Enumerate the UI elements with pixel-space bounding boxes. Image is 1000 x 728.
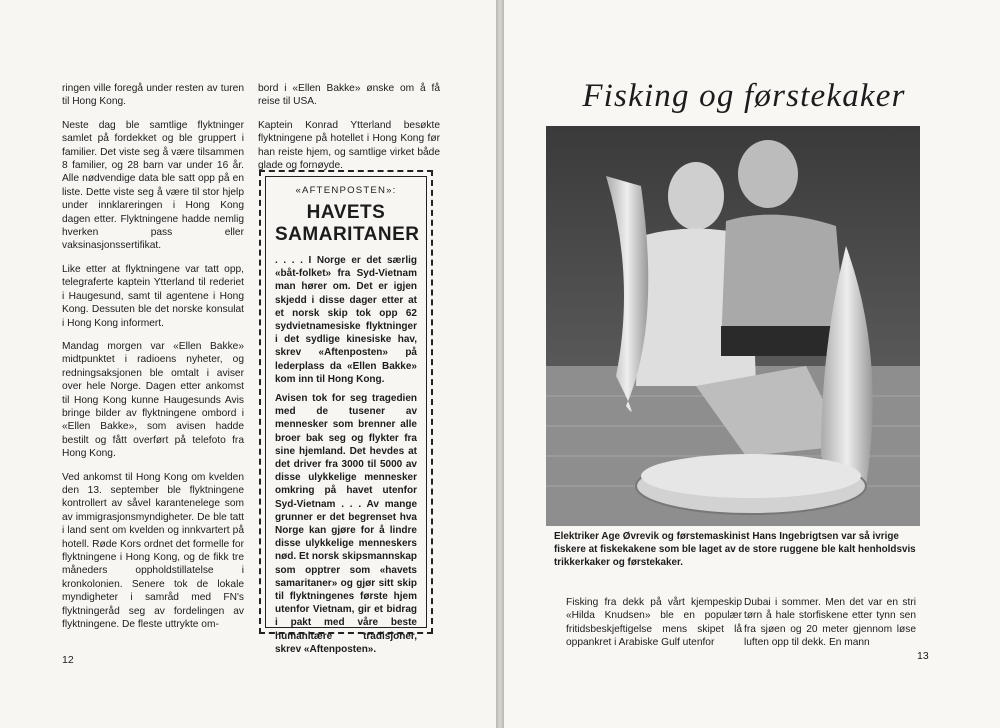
box-paragraph: Avisen tok for seg tragedien med de tusener av mennesker som brenner alle broer bak seg og flykter fra sine hjemland. Det hevdes at det driver fra 3000 til 5000 av disse ulykkelige mennesker omkring på havet utenfor Syd-Vietnam . . . Av mange grunner er det begrenset hva Norge kan gjøre for å lindre disse ulykkelige menneskers nød. Et norsk skipsmannskap som opptrer som «havets samaritaner» og gjør sitt skip til flyktningenes første hjem utenfor Vietnam, gir et bidrag i pakt med våre beste humanitære tradisjoner, skrev «Aftenposten». [275, 393, 417, 655]
right-column-2 [744, 596, 916, 650]
paragraph: bord i «Ellen Bakke» ønske om å få reise til USA. [258, 83, 440, 108]
paragraph: Mandag morgen var «Ellen Bakke» midtpunktet i radioens nyheter, og redningsaksjonen ble omtalt i aviser over hele Norge. Dagen etter ankomst til Hong Kong kunne Haugesunds Avis bringe bilder av flyktningene ombord i «Ellen Bakke», som avisen hadde bestilt og fått overført på telefoto fra Hong Kong. [62, 340, 244, 460]
box-text [275, 254, 417, 656]
paragraph: Kaptein Konrad Ytterland besøkte flyktningene på hotellet i Hong Kong før han reiste hjem, og samtlige virket både glade og fornøyde. [258, 119, 440, 172]
fishing-photo [546, 126, 920, 526]
page-number-left: 12 [62, 654, 74, 666]
photo-illustration [546, 126, 920, 526]
left-column-2 [258, 82, 440, 182]
paragraph: Like etter at flyktningene var tatt opp, telegraferte kaptein Ytterland til rederiet i Haugesund, samt til agentene i Hong Kong. Dessuten ble det norske konsulat i Hong Kong informert. [62, 263, 244, 329]
paragraph: Neste dag ble samtlige flyktninger samlet på fordekket og ble gruppert i familier. Det viste seg å være tilsammen 8 familier, og 28 barn var under 16 år. Alle nødvendige data ble satt opp på en liste. Dette viste seg å være til stor hjelp under innklareringen i Hong Kong dagen etter. Flyktningene hadde nemlig hverken pass eller vaksinasjonssertifikat. [62, 119, 244, 252]
paragraph: Ved ankomst til Hong Kong om kvelden den 13. september ble flyktningene kontrollert av såvel karantenelege som av immigrasjonsmyndigheter. De ble tatt i land sent om kvelden og innkvartert på hotell. Røde Kors ordnet det formelle for flyktningene i Hong Kong, og de fikk tre måneders oppholdstillatelse i kronkolonien. Senere tok de lokale myndigheter i samråd med FN's flyktningeråd seg av fordelingen av flyktningene. De fleste uttrykte om- [62, 471, 244, 631]
book-spine [496, 0, 504, 728]
photo-caption: Elektriker Age Øvrevik og førstemaskinist Hans Ingebrigtsen var så ivrige fiskere at fiskekakene som ble laget av de store ruggene ble kalt henholdsvis trikkerkaker og førstekaker. [554, 531, 916, 568]
page-number-right: 13 [917, 650, 929, 662]
page-title: Fisking og førstekaker [582, 78, 906, 114]
left-column-1 [62, 82, 244, 641]
paragraph: ringen ville foregå under resten av turen til Hong Kong. [62, 83, 244, 108]
right-column-1 [566, 596, 742, 650]
left-page [0, 0, 496, 728]
box-kicker: «AFTENPOSTEN»: [295, 185, 397, 196]
right-page [504, 0, 1000, 728]
paragraph: Dubai i sommer. Men det var en stri tørn å hale storfiskene etter tynn sen fra sjøen og 20 meter gjennom løse luften opp til dekk. En mann [744, 597, 916, 649]
quote-box [259, 170, 433, 655]
box-title: HAVETS SAMARITANER [275, 202, 420, 245]
box-paragraph: . . . . I Norge er det særlig «båt-folket» fra Syd-Vietnam man hører om. Det er igjen skjedd i disse dager etter at et norsk skip tok opp 62 sydvietnamesiske flyktninger i det sydlige kinesiske hav, skrev «Aftenposten» på lederplass da «Ellen Bakke» kom inn til Hong Kong. [275, 255, 417, 385]
paragraph: Fisking fra dekk på vårt kjempeskip «Hilda Knudsen» ble en populær fritidsbeskjeftigelse mens skipet lå oppankret i Arabiske Gulf utenfor [566, 597, 742, 649]
